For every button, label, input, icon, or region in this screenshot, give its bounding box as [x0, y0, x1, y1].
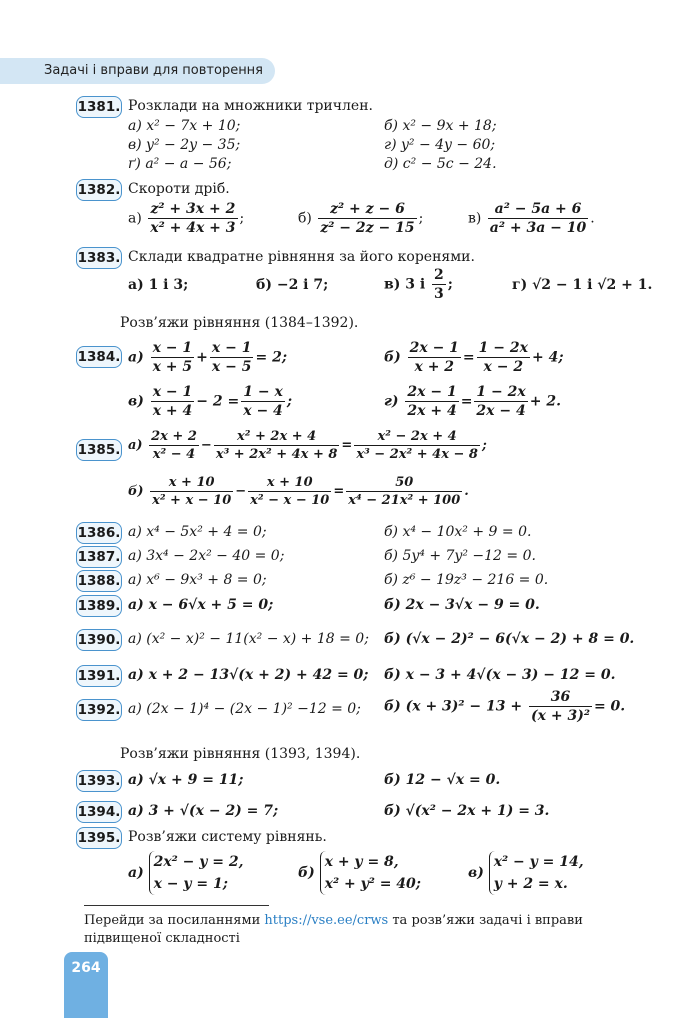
problem-number: 1395.	[76, 827, 122, 849]
intro-1393-1394: Розв’яжи рівняння (1393, 1394).	[120, 746, 361, 762]
problem-1395	[76, 827, 676, 899]
problem-number: 1391.	[76, 665, 122, 687]
item-b: б) x² − 9x + 18;	[384, 118, 497, 134]
item-b: б) √(x² − 2x + 1) = 3.	[384, 803, 550, 819]
item-b: б) $\frac{x + 10}{\text{x² + x − 10}}$ − $\frac{x + 10}{\text{x² − x − 10}}$ = $\frac{50}{\text{x⁴ − 21x² + 100}}$ .	[128, 475, 469, 508]
item-v: в) x² − y = 14, y + 2 = x.	[468, 851, 588, 895]
item-a: а) 3x⁴ − 2x² − 40 = 0;	[128, 548, 285, 564]
item-d: д) c² − 5c − 24.	[384, 156, 497, 172]
problem-number: 1387.	[76, 546, 122, 568]
resource-link[interactable]: https://vse.ee/crws	[264, 913, 389, 928]
footnote: Перейди за посиланнями https://vse.ee/crws та розв’яжи задачі і вправи підвищеної складності	[84, 913, 583, 946]
item-b: б) 12 − √x = 0.	[384, 772, 501, 788]
item-v: в) $\frac{x - 1}{x + 4}$ − 2 = $\frac{1 - x}{x - 4}$ ;	[128, 384, 292, 419]
problem-number: 1384.	[76, 346, 122, 368]
problem-number: 1388.	[76, 570, 122, 592]
exercise-list	[76, 96, 676, 892]
item-v: в) y² − 2y − 35;	[128, 137, 241, 153]
item-a: а) x + 2 − 13√(x + 2) + 42 = 0;	[128, 667, 369, 683]
item-a: а) (x² − x)² − 11(x² − x) + 18 = 0;	[128, 631, 369, 647]
item-g: г) $\frac{2x - 1}{2x + 4}$ = $\frac{1 - 2x}{2x - 4}$ + 2.	[384, 384, 561, 419]
item-b: б) (x + 3)² − 13 + $\frac{36}{\text{(x + 3)²}}$ = 0.	[384, 689, 626, 724]
problem-number: 1389.	[76, 595, 122, 617]
problem-1387	[76, 546, 676, 568]
item-b: б) 2x − 3√x − 9 = 0.	[384, 597, 540, 613]
item-a: а) $\frac{2x + 2}{\text{x² − 4}}$ − $\frac{\text{x² + 2x + 4}}{\text{x³ + 2x² + 4x + 8}}$ = $\frac{\text{x² − 2x + 4}}{\text{x³ − 2x² + 4x − 8}}$ ;	[128, 429, 487, 462]
item-b: б) $\frac{\text{z² + z − 6}}{\text{z² − 2z − 15}}$ ;	[298, 201, 424, 236]
intro-1384-1392: Розв’яжи рівняння (1384–1392).	[120, 315, 359, 331]
section-title: Задачі і вправи для повторення	[44, 63, 264, 78]
problem-number: 1393.	[76, 770, 122, 792]
item-v: в) $\frac{\text{a² − 5a + 6}}{\text{a² + 3a − 10}}$ .	[468, 201, 595, 236]
item-gg: ґ) a² − a − 56;	[128, 156, 232, 172]
problem-number: 1383.	[76, 247, 122, 269]
problem-1394	[76, 801, 676, 823]
item-a: а) x − 6√x + 5 = 0;	[128, 597, 274, 613]
item-a: а) 2x² − y = 2, x − y = 1;	[128, 851, 248, 895]
problem-number: 1382.	[76, 179, 122, 201]
item-b: б) x + y = 8, x² + y² = 40;	[298, 851, 425, 895]
item-a: а) x² − 7x + 10;	[128, 118, 241, 134]
item-b: б) x − 3 + 4√(x − 3) − 12 = 0.	[384, 667, 616, 683]
item-b: б) $\frac{2x - 1}{x + 2}$ = $\frac{1 - 2x}{x - 2}$ + 4;	[384, 340, 564, 375]
problem-number: 1394.	[76, 801, 122, 823]
problem-number: 1390.	[76, 629, 122, 651]
item-a: а) x⁴ − 5x² + 4 = 0;	[128, 524, 267, 540]
problem-1384	[76, 340, 676, 430]
problem-1386	[76, 522, 676, 544]
item-b: б) z⁶ − 19z³ − 216 = 0.	[384, 572, 549, 588]
item-b: б) −2 і 7;	[256, 277, 329, 293]
item-v: в) 3 і $\frac{2}{3}$ ;	[384, 267, 453, 302]
problem-1385	[76, 429, 676, 519]
item-a: а) $\frac{\text{z² + 3x + 2}}{\text{x² + 4x + 3}}$ ;	[128, 201, 245, 236]
page-number: 264	[71, 960, 101, 976]
item-b: б) 5y⁴ + 7y² −12 = 0.	[384, 548, 536, 564]
footnote-divider	[84, 905, 269, 906]
problem-1383	[76, 247, 676, 307]
problem-1382	[76, 179, 676, 241]
item-a: а) √x + 9 = 11;	[128, 772, 244, 788]
problem-number: 1386.	[76, 522, 122, 544]
problem-1389	[76, 595, 676, 617]
problem-text: Розклади на множники тричлен.	[128, 98, 373, 114]
item-a: а) (2x − 1)⁴ − (2x − 1)² −12 = 0;	[128, 701, 361, 717]
item-a: а) $\frac{x - 1}{x + 5}$ + $\frac{x - 1}{x - 5}$ = 2;	[128, 340, 287, 375]
problem-text: Скороти дріб.	[128, 181, 230, 197]
item-a: а) 1 і 3;	[128, 277, 189, 293]
item-g: г) √2 − 1 і √2 + 1.	[512, 277, 653, 293]
problem-1391	[76, 665, 676, 687]
problem-number: 1392.	[76, 699, 122, 721]
problem-1381	[76, 96, 676, 176]
item-b: б) (√x − 2)² − 6(√x − 2) + 8 = 0.	[384, 631, 635, 647]
problem-text: Склади квадратне рівняння за його коренями.	[128, 249, 475, 265]
problem-1390	[76, 629, 676, 651]
item-g: г) y² − 4y − 60;	[384, 137, 496, 153]
item-b: б) x⁴ − 10x² + 9 = 0.	[384, 524, 532, 540]
problem-number: 1381.	[76, 96, 122, 118]
problem-1392	[76, 689, 676, 737]
item-a: а) x⁶ − 9x³ + 8 = 0;	[128, 572, 267, 588]
problem-1388	[76, 570, 676, 592]
problem-1393	[76, 770, 676, 792]
problem-text: Розв’яжи систему рівнянь.	[128, 829, 327, 845]
problem-number: 1385.	[76, 439, 122, 461]
item-a: а) 3 + √(x − 2) = 7;	[128, 803, 279, 819]
